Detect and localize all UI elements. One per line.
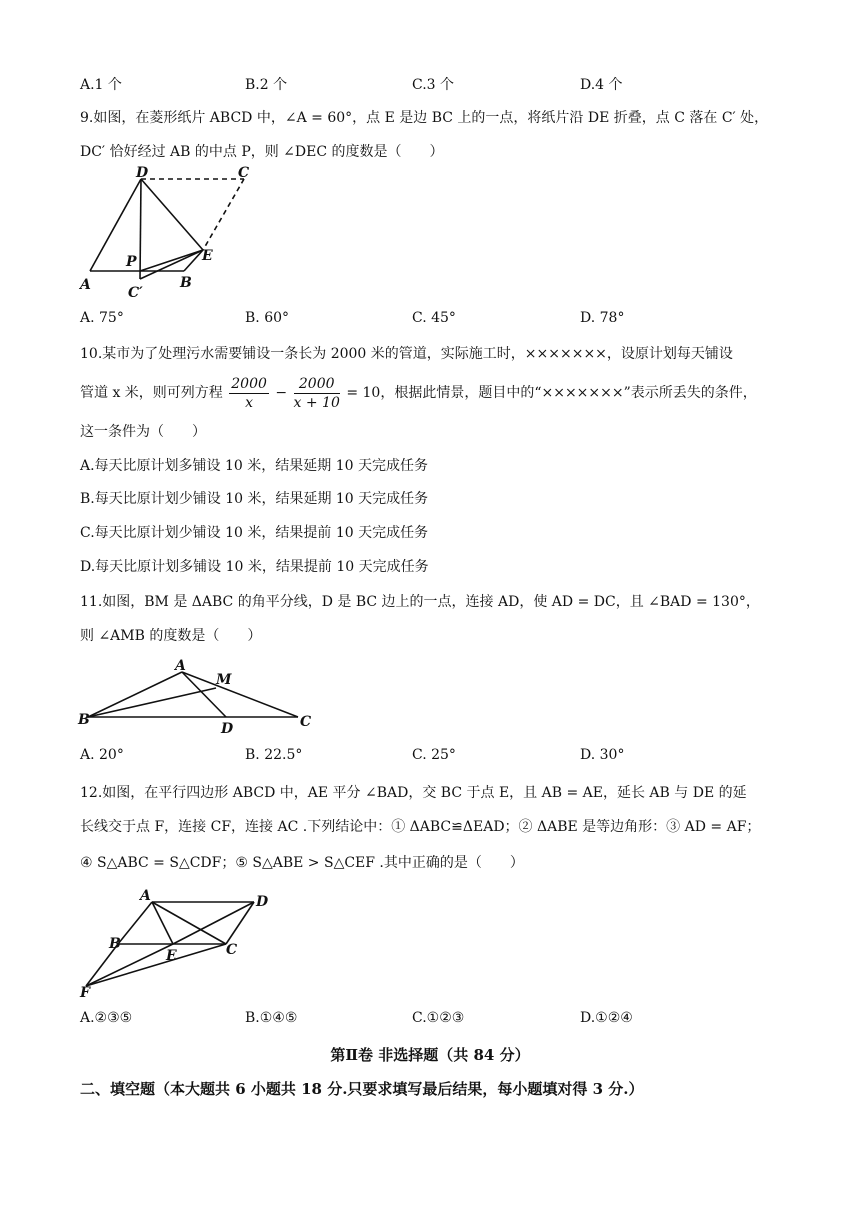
q10-fraction-1: [229, 375, 269, 412]
q12-options: [80, 1010, 840, 1030]
q12-stem-line2: 长线交于点 F，连接 CF，连接 AC .下列结论中：① ΔABC≌ΔEAD；② ΔABE 是等边角形：③ AD = AF；: [80, 819, 761, 835]
q10-minus-sign: −: [275, 385, 288, 401]
q11-label-m: M: [216, 672, 232, 688]
q11-option-a: A. 20°: [80, 747, 124, 763]
q10-fraction-2-denominator: x + 10: [293, 394, 340, 411]
q9-option-d: D. 78°: [580, 310, 625, 326]
q8-option-d: D.4 个: [580, 77, 623, 93]
q9-label-b: B: [180, 275, 192, 291]
q10-stem-line1: 10.某市为了处理污水需要铺设一条长为 2000 米的管道，实际施工时，×××××××，设原计划每天铺设: [80, 346, 733, 362]
q10-fraction-1-numerator: 2000: [231, 375, 267, 392]
q9-options: [80, 310, 840, 330]
q9-option-a: A. 75°: [80, 310, 124, 326]
q8-options: [80, 74, 840, 94]
q11-option-c: C. 25°: [412, 747, 456, 763]
q12-parallelogram-figure: [76, 886, 276, 1001]
q12-option-a: A.②③⑤: [80, 1010, 133, 1026]
q12-label-f: F: [80, 985, 90, 1001]
q10-fraction-1-denominator: x: [245, 394, 254, 411]
q9-rhombus-figure: [78, 165, 268, 300]
q9-stem-line2: DC′ 恰好经过 AB 的中点 P，则 ∠DEC 的度数是（ ）: [80, 144, 444, 160]
q9-option-c: C. 45°: [412, 310, 456, 326]
q12-option-b: B.①④⑤: [245, 1010, 298, 1026]
q11-stem-line2: 则 ∠AMB 的度数是（ ）: [80, 628, 262, 644]
q9-label-d: D: [136, 165, 149, 181]
q10-fraction-2-numerator: 2000: [294, 375, 340, 394]
section2-title: 第Ⅱ卷 非选择题（共 84 分）: [330, 1046, 530, 1064]
q11-triangle-figure: [76, 654, 326, 738]
q12-option-d: D.①②④: [580, 1010, 633, 1026]
q9-stem-line1: 9.如图，在菱形纸片 ABCD 中，∠A = 60°，点 E 是边 BC 上的一点，将纸片沿 DE 折叠，点 C 落在 C′ 处，: [80, 110, 769, 126]
q12-label-a: A: [140, 888, 151, 904]
q9-label-c-prime: C′: [128, 285, 143, 300]
q10-line2-suffix: = 10，根据此情景，题目中的“×××××××”表示所丢失的条件，: [346, 385, 757, 401]
q12-stem-line3: ④ S△ABC = S△CDF；⑤ S△ABE > S△CEF .其中正确的是（ ）: [80, 855, 524, 871]
q9-label-p: P: [126, 254, 137, 270]
q8-option-a: A.1 个: [80, 77, 122, 93]
q10-line2-prefix: 管道 x 米，则可列方程: [80, 385, 223, 401]
q9-label-e: E: [202, 248, 213, 264]
q11-stem-line1: 11.如图，BM 是 ΔABC 的角平分线，D 是 BC 边上的一点，连接 AD，使 AD = DC，且 ∠BAD = 130°，: [80, 594, 760, 610]
q11-label-a: A: [175, 658, 186, 674]
q8-option-c: C.3 个: [412, 77, 455, 93]
q12-label-c: C: [226, 942, 238, 958]
q12-label-d: D: [256, 894, 269, 910]
q11-label-d: D: [221, 721, 234, 737]
q12-option-c: C.①②③: [412, 1010, 465, 1026]
q12-label-e: E: [166, 948, 177, 964]
q8-option-b: B.2 个: [245, 77, 288, 93]
q11-options: [80, 747, 840, 767]
q11-option-d: D. 30°: [580, 747, 625, 763]
q10-stem-line3: 这一条件为（ ）: [80, 424, 206, 440]
q9-label-c: C: [238, 165, 250, 181]
q12-stem-line1: 12.如图，在平行四边形 ABCD 中，AE 平分 ∠BAD，交 BC 于点 E，且 AB = AE，延长 AB 与 DE 的延: [80, 785, 747, 801]
q10-choice-a: A.每天比原计划多铺设 10 米，结果延期 10 天完成任务: [80, 458, 428, 474]
q11-option-b: B. 22.5°: [245, 747, 303, 763]
q11-label-c: C: [300, 714, 312, 730]
q10-choice-c: C.每天比原计划少铺设 10 米，结果提前 10 天完成任务: [80, 525, 429, 541]
q9-option-b: B. 60°: [245, 310, 290, 326]
fill-in-section-heading: 二、填空题（本大题共 6 小题共 18 分.只要求填写最后结果，每小题填对得 3 分.）: [80, 1080, 644, 1098]
q9-label-a: A: [80, 277, 91, 293]
q11-label-b: B: [78, 712, 90, 728]
q10-choice-d: D.每天比原计划多铺设 10 米，结果提前 10 天完成任务: [80, 559, 429, 575]
q10-choice-b: B.每天比原计划少铺设 10 米，结果延期 10 天完成任务: [80, 491, 429, 507]
q12-label-b: B: [109, 936, 121, 952]
q10-fraction-2: [294, 375, 340, 412]
q10-stem-line2: [80, 373, 757, 413]
